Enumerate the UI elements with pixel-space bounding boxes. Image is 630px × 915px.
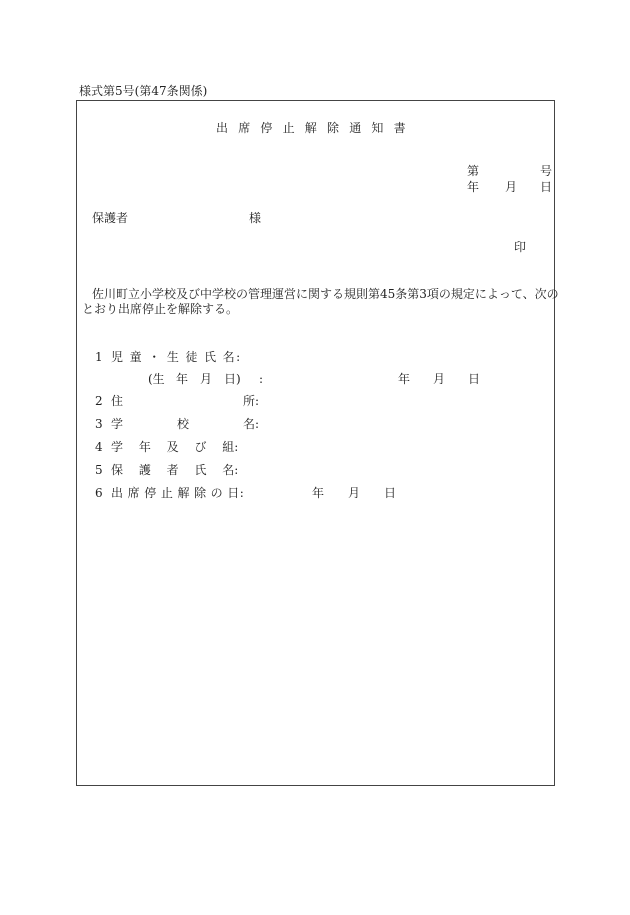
- document-number-label: 第: [467, 164, 480, 178]
- item-number: 5: [95, 463, 103, 477]
- birthdate-open: (生: [148, 372, 165, 386]
- birthdate-month-label: 月: [200, 372, 213, 386]
- form-number-label: 様式第5号(第47条関係): [79, 84, 208, 98]
- item-label-address-end: 所:: [243, 394, 260, 408]
- birthdate-colon: :: [259, 372, 264, 386]
- birthdate-year-label: 年: [176, 372, 189, 386]
- item-number: 2: [95, 394, 103, 408]
- birthdate-year-suffix: 年: [398, 372, 411, 386]
- body-text-line-1: 佐川町立小学校及び中学校の管理運営に関する規則第45条第3項の規定によって、次の: [92, 287, 559, 301]
- issue-date-month: 月: [505, 180, 518, 194]
- item-label-school: 学: [111, 417, 124, 431]
- item-label-student-name: 児 童 ・ 生 徒 氏 名:: [111, 350, 242, 364]
- birthdate-month-suffix: 月: [433, 372, 446, 386]
- document-number-suffix: 号: [540, 164, 553, 178]
- item-label-lift-date: 出 席 停 止 解 除 の 日:: [111, 486, 245, 500]
- addressee-honorific: 様: [249, 211, 262, 225]
- item-label-school-mid: 校: [177, 417, 190, 431]
- item-number: 4: [95, 440, 103, 454]
- item-number: 6: [95, 486, 103, 500]
- issue-date-year: 年: [467, 180, 480, 194]
- item-label-school-end: 名:: [243, 417, 260, 431]
- body-text-line-2: とおり出席停止を解除する。: [82, 302, 239, 316]
- item-number: 1: [95, 350, 103, 364]
- lift-date-day: 日: [384, 486, 397, 500]
- seal-mark: 印: [514, 240, 527, 254]
- lift-date-year: 年: [312, 486, 325, 500]
- birthdate-day-label: 日): [224, 372, 241, 386]
- item-label-grade-class: 学 年 及 び 組:: [111, 440, 239, 454]
- document-title: 出席停止解除通知書: [216, 121, 416, 135]
- item-label-address: 住: [111, 394, 124, 408]
- item-label-guardian-name: 保 護 者 氏 名:: [111, 463, 239, 477]
- addressee-label: 保護者: [92, 211, 129, 225]
- item-number: 3: [95, 417, 103, 431]
- lift-date-month: 月: [348, 486, 361, 500]
- issue-date-day: 日: [540, 180, 553, 194]
- birthdate-day-suffix: 日: [468, 372, 481, 386]
